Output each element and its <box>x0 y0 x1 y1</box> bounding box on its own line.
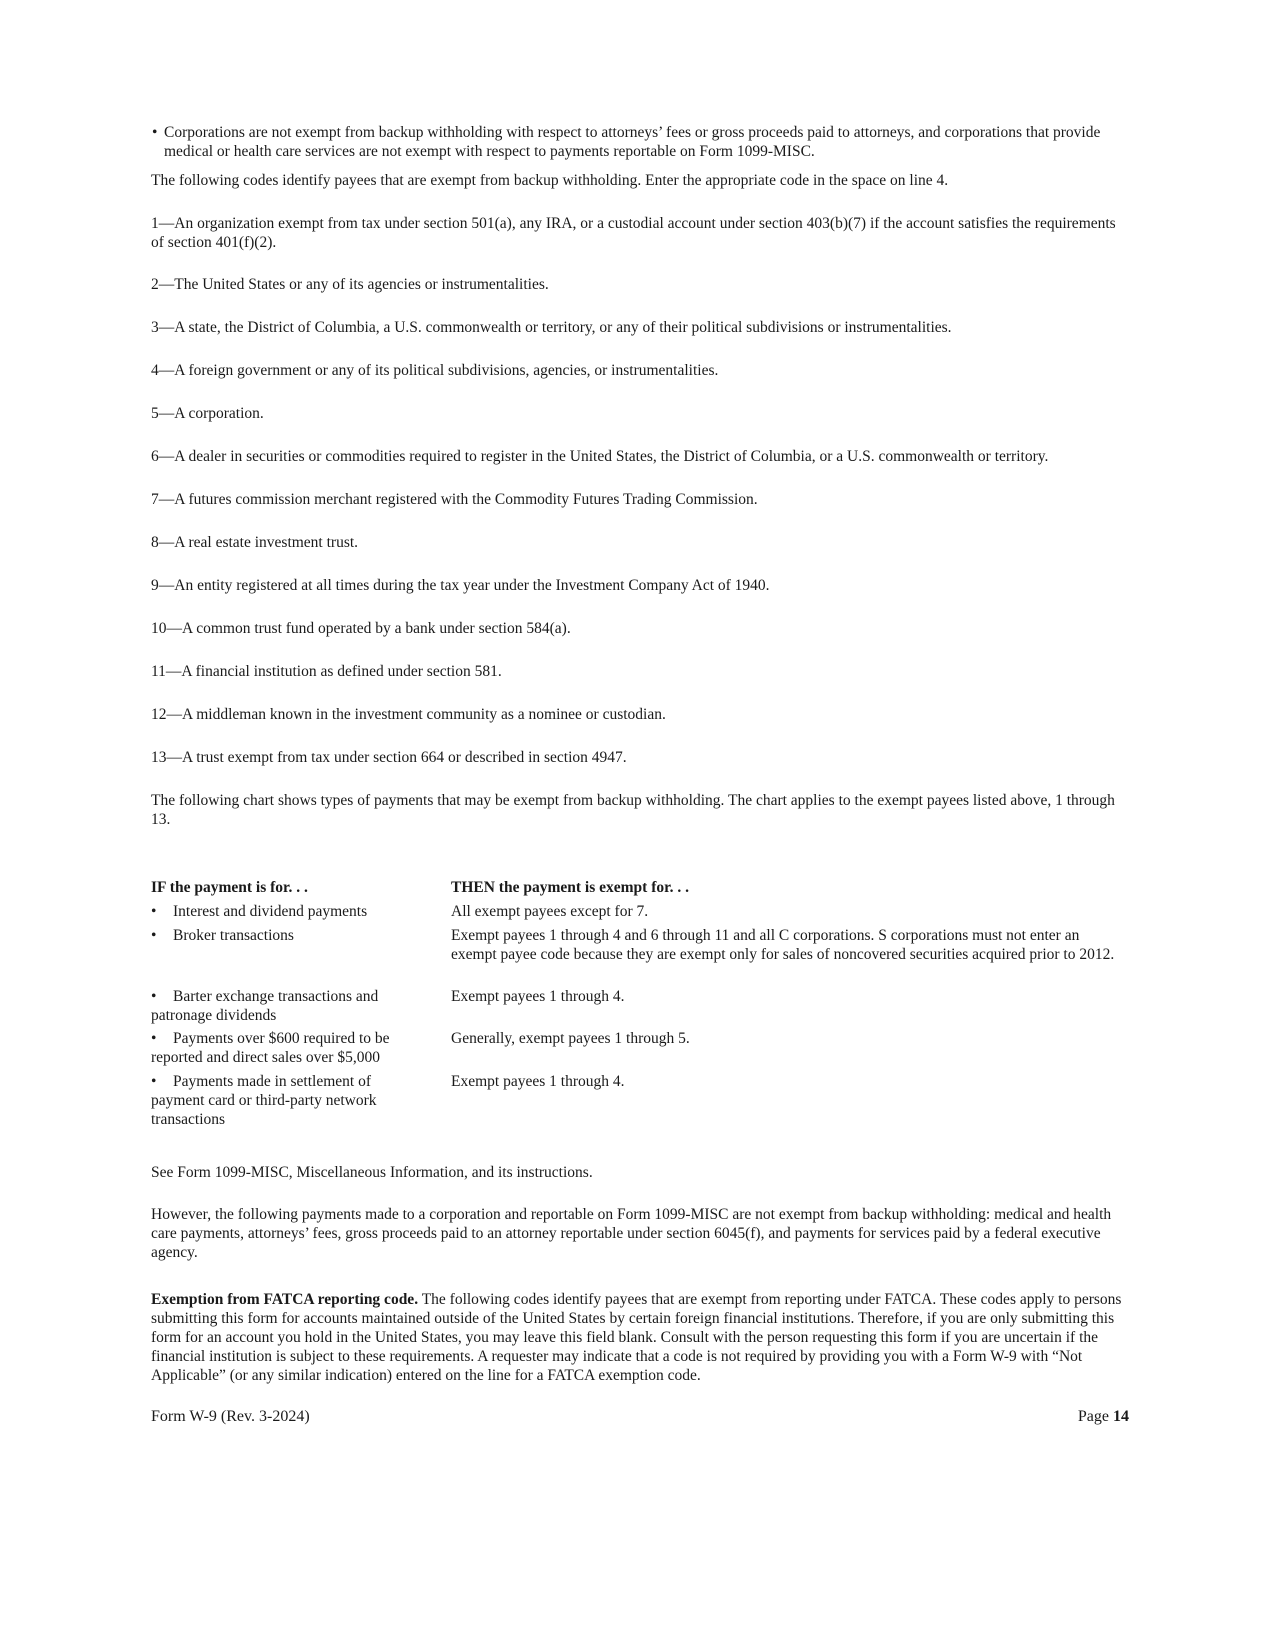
page-number: 14 <box>1113 1408 1129 1425</box>
exempt-payees: Exempt payees 1 through 4 and 6 through 11 and all C corporations. S corporations must not enter an exempt payee code because they are exempt only for sales of noncovered securities acquired prior to 2012. <box>451 927 1115 963</box>
exempt-code-7: 7—A futures commission merchant registered with the Commodity Futures Trading Commission. <box>151 491 758 508</box>
chart-header-left: IF the payment is for. . . <box>151 879 308 896</box>
exempt-code-11: 11—A financial institution as defined under section 581. <box>151 663 502 680</box>
payment-type: Barter exchange transactions and patronage dividends <box>151 988 379 1024</box>
form-label: Form W-9 (Rev. 3-2024) <box>151 1408 310 1425</box>
bullet-icon: • <box>151 927 157 944</box>
exempt-payees: Exempt payees 1 through 4. <box>451 1073 625 1090</box>
exempt-payees: Generally, exempt payees 1 through 5. <box>451 1030 690 1047</box>
fatca-heading: Exemption from FATCA reporting code. <box>151 1291 419 1308</box>
exempt-code-5: 5—A corporation. <box>151 405 264 422</box>
exempt-code-2: 2—The United States or any of its agencies or instrumentalities. <box>151 276 549 293</box>
exempt-code-6: 6—A dealer in securities or commodities required to register in the United States, the District of Columbia, or a U.S. commonwealth or territory. <box>151 448 1049 465</box>
exempt-code-1: 1—An organization exempt from tax under section 501(a), any IRA, or a custodial account under section 403(b)(7) if the account satisfies the requirements of section 401(f)(2). <box>151 215 1116 251</box>
payment-type: Interest and dividend payments <box>173 903 368 920</box>
chart-row-left <box>151 1072 421 1129</box>
bullet-icon: • <box>151 988 157 1005</box>
chart-intro: The following chart shows types of payments that may be exempt from backup withholding. The chart applies to the exempt payees listed above, 1 through 13. <box>151 792 1115 828</box>
payment-type: Broker transactions <box>173 927 294 944</box>
exempt-code-13: 13—A trust exempt from tax under section 664 or described in section 4947. <box>151 749 627 766</box>
exempt-code-4: 4—A foreign government or any of its political subdivisions, agencies, or instrumentalities. <box>151 362 719 379</box>
chart-header-right: THEN the payment is exempt for. . . <box>451 879 689 896</box>
payment-type: Payments made in settlement of payment card or third-party network transactions <box>151 1073 377 1128</box>
exempt-payees: All exempt payees except for 7. <box>451 903 649 920</box>
chart-row-left <box>151 926 421 945</box>
exempt-payees: Exempt payees 1 through 4. <box>451 988 625 1005</box>
bullet-icon: • <box>151 1030 157 1047</box>
codes-intro: The following codes identify payees that are exempt from backup withholding. Enter the appropriate code in the space on line 4. <box>151 172 949 189</box>
see-form-note: See Form 1099-MISC, Miscellaneous Information, and its instructions. <box>151 1164 593 1181</box>
fatca-paragraph <box>151 1290 1126 1385</box>
however-paragraph: However, the following payments made to a corporation and reportable on Form 1099-MISC are not exempt from backup withholding: medical and health care payments, attorneys’ fees, gross proceeds paid to an attorney reportable under section 6045(f), and payments for services paid by a federal executive agency. <box>151 1206 1112 1261</box>
exempt-code-12: 12—A middleman known in the investment community as a nominee or custodian. <box>151 706 666 723</box>
page-label: Page <box>1077 1408 1109 1425</box>
exempt-code-3: 3—A state, the District of Columbia, a U.S. commonwealth or territory, or any of their political subdivisions or instrumentalities. <box>151 319 952 336</box>
chart-row-left <box>151 1029 421 1067</box>
exempt-code-8: 8—A real estate investment trust. <box>151 534 359 551</box>
payment-type: Payments over $600 required to be reported and direct sales over $5,000 <box>151 1030 390 1066</box>
page-indicator <box>1078 1407 1129 1426</box>
intro-bullet <box>152 123 1122 161</box>
bullet-icon: • <box>151 903 157 920</box>
bullet-icon: • <box>152 124 158 141</box>
chart-row-left <box>151 902 421 921</box>
exempt-code-10: 10—A common trust fund operated by a bank under section 584(a). <box>151 620 571 637</box>
intro-bullet-text: Corporations are not exempt from backup withholding with respect to attorneys’ fees or gross proceeds paid to attorneys, and corporations that provide medical or health care services are not exempt with respect to payments reportable on Form 1099-MISC. <box>164 124 1101 160</box>
exempt-code-9: 9—An entity registered at all times during the tax year under the Investment Company Act of 1940. <box>151 577 770 594</box>
bullet-icon: • <box>151 1073 157 1090</box>
chart-row-left <box>151 987 421 1025</box>
fatca-body: The following codes identify payees that are exempt from reporting under FATCA. These codes apply to persons submitting this form for accounts maintained outside of the United States by certain foreign financial institutions. Therefore, if you are only submitting this form for an account you hold in the United States, you may leave this field blank. Consult with the person requesting this form if you are uncertain if the financial institution is subject to these requirements. A requester may indicate that a code is not required by providing you with a Form W-9 with “Not Applicable” (or any similar indication) entered on the line for a FATCA exemption code. <box>151 1291 1122 1384</box>
